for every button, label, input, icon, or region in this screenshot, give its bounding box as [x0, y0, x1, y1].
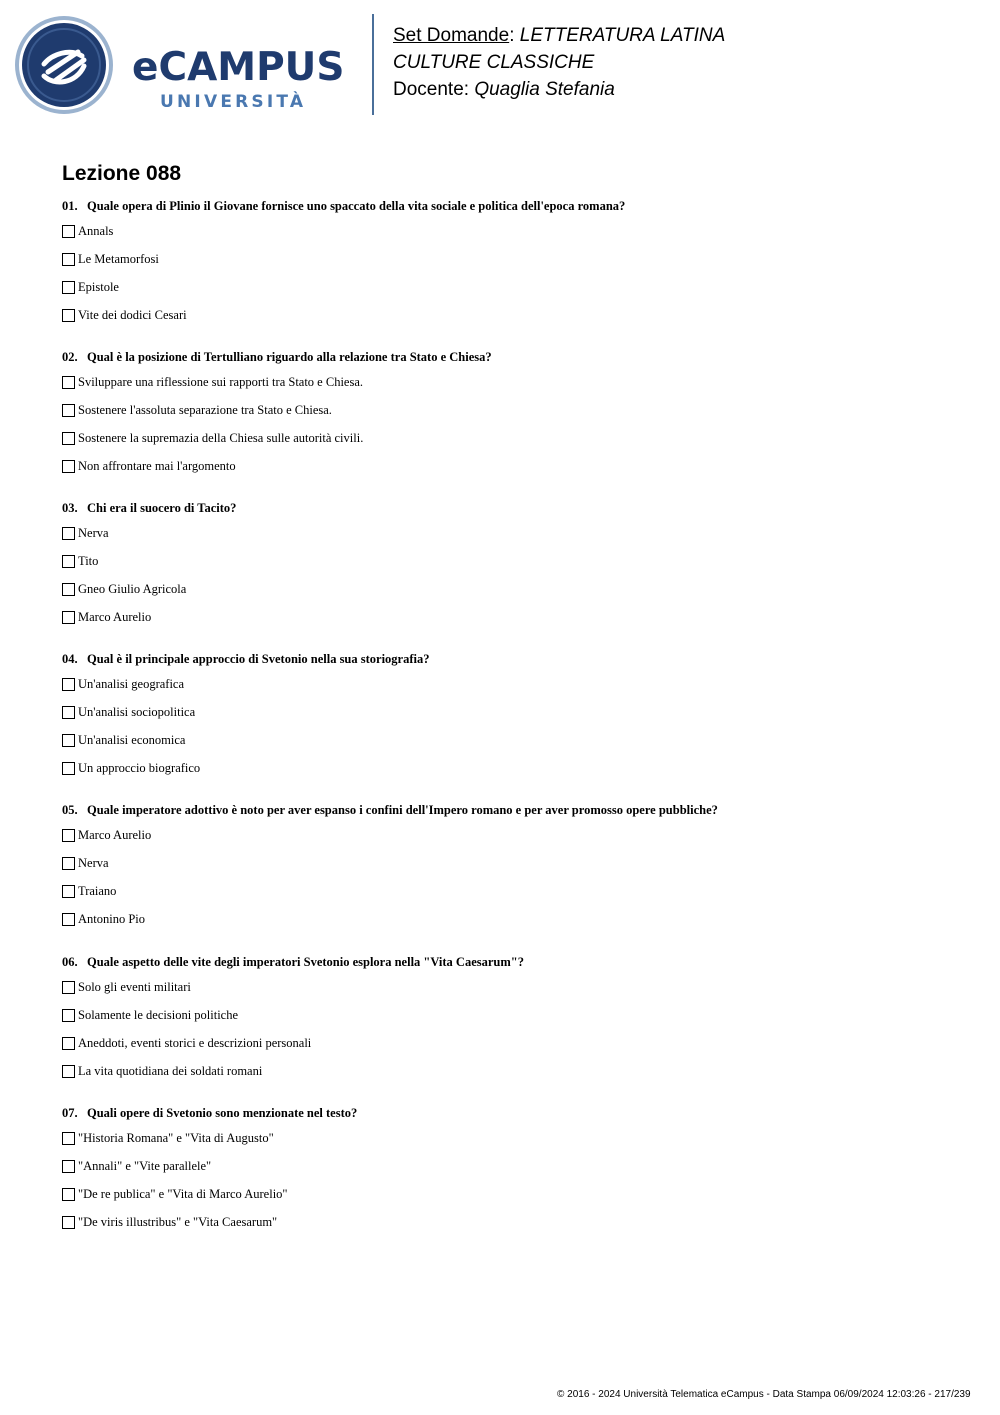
answer-option[interactable] [62, 704, 195, 720]
answer-checkbox[interactable] [62, 857, 75, 870]
question-text [62, 802, 718, 818]
question-text [62, 954, 524, 970]
question-block [62, 802, 718, 926]
answer-option[interactable] [62, 732, 185, 748]
answer-label: Vite dei dodici Cesari [78, 307, 187, 322]
question-text [62, 651, 430, 667]
answer-label: Solo gli eventi militari [78, 979, 191, 994]
question-number: 02. [62, 350, 78, 364]
course-name-1: LETTERATURA LATINA [519, 25, 726, 46]
question-label: Quale aspetto delle vite degli imperatori Svetonio esplora nella "Vita Caesarum"? [87, 955, 524, 969]
ecampus-logo [14, 14, 364, 116]
answer-label: "Annali" e "Vite parallele" [78, 1158, 212, 1173]
answer-label: Le Metamorfosi [78, 251, 159, 266]
answer-checkbox[interactable] [62, 309, 75, 322]
set-separator: : [509, 25, 520, 46]
answer-checkbox[interactable] [62, 1132, 75, 1145]
answer-checkbox[interactable] [62, 404, 75, 417]
question-number: 06. [62, 955, 78, 969]
header-divider [372, 14, 374, 115]
question-label: Chi era il suocero di Tacito? [87, 501, 237, 515]
question-number: 03. [62, 501, 78, 515]
question-block [62, 500, 237, 624]
answer-option[interactable] [62, 1158, 211, 1174]
answer-label: "Historia Romana" e "Vita di Augusto" [78, 1130, 274, 1145]
answer-label: Annals [78, 223, 114, 238]
question-number: 07. [62, 1106, 78, 1120]
answer-label: Un'analisi sociopolitica [78, 704, 196, 719]
question-text [62, 1105, 357, 1121]
answer-option[interactable] [62, 1007, 238, 1023]
answer-option[interactable] [62, 883, 116, 899]
answer-checkbox[interactable] [62, 678, 75, 691]
logo-sub-text: UNIVERSITÀ [160, 92, 307, 112]
answer-option[interactable] [62, 553, 98, 569]
answer-option[interactable] [62, 855, 109, 871]
course-name-2: CULTURE CLASSICHE [393, 52, 595, 73]
question-label: Quale opera di Plinio il Giovane fornisce uno spaccato della vita sociale e politica dell'epoca romana? [87, 199, 626, 213]
answer-option[interactable] [62, 760, 200, 776]
answer-checkbox[interactable] [62, 1037, 75, 1050]
answer-checkbox[interactable] [62, 734, 75, 747]
question-block [62, 198, 626, 322]
answer-checkbox[interactable] [62, 1065, 75, 1078]
answer-checkbox[interactable] [62, 1188, 75, 1201]
answer-checkbox[interactable] [62, 706, 75, 719]
question-text [62, 349, 492, 365]
answer-checkbox[interactable] [62, 762, 75, 775]
answer-label: Traiano [78, 883, 117, 898]
answer-option[interactable] [62, 827, 151, 843]
answer-option[interactable] [62, 251, 159, 267]
answer-label: Aneddoti, eventi storici e descrizioni personali [78, 1035, 312, 1050]
answer-option[interactable] [62, 279, 119, 295]
answer-option[interactable] [62, 1214, 277, 1230]
question-block [62, 1105, 358, 1229]
answer-label: Nerva [78, 525, 109, 540]
question-label: Quali opere di Svetonio sono menzionate nel testo? [87, 1106, 358, 1120]
answer-checkbox[interactable] [62, 885, 75, 898]
answer-label: Un'analisi economica [78, 732, 186, 747]
question-number: 01. [62, 199, 78, 213]
answer-checkbox[interactable] [62, 460, 75, 473]
answer-option[interactable] [62, 402, 332, 418]
answer-label: Gneo Giulio Agricola [78, 581, 187, 596]
answer-label: La vita quotidiana dei soldati romani [78, 1063, 263, 1078]
answer-option[interactable] [62, 1186, 288, 1202]
answer-checkbox[interactable] [62, 583, 75, 596]
answer-checkbox[interactable] [62, 829, 75, 842]
answer-checkbox[interactable] [62, 225, 75, 238]
question-label: Qual è la posizione di Tertulliano riguardo alla relazione tra Stato e Chiesa? [87, 350, 492, 364]
question-block [62, 651, 430, 775]
header-info [393, 22, 725, 103]
question-number: 05. [62, 803, 78, 817]
answer-option[interactable] [62, 1035, 311, 1051]
teacher-name: Quaglia Stefania [474, 79, 615, 100]
answer-label: Sviluppare una riflessione sui rapporti tra Stato e Chiesa. [78, 374, 364, 389]
answer-checkbox[interactable] [62, 555, 75, 568]
lesson-title: Lezione 088 [62, 162, 182, 185]
answer-option[interactable] [62, 979, 191, 995]
answer-checkbox[interactable] [62, 1216, 75, 1229]
question-block [62, 349, 492, 473]
answer-option[interactable] [62, 1063, 262, 1079]
answer-label: Tito [78, 553, 99, 568]
answer-label: Antonino Pio [78, 911, 146, 926]
answer-option[interactable] [62, 609, 151, 625]
answer-checkbox[interactable] [62, 253, 75, 266]
answer-option[interactable] [62, 374, 363, 390]
answer-label: Nerva [78, 855, 109, 870]
answer-label: Un approccio biografico [78, 760, 201, 775]
answer-label: Non affrontare mai l'argomento [78, 458, 236, 473]
answer-label: "De re publica" e "Vita di Marco Aurelio" [78, 1186, 288, 1201]
answer-option[interactable] [62, 430, 363, 446]
answer-option[interactable] [62, 307, 187, 323]
answer-label: Marco Aurelio [78, 827, 152, 842]
answer-label: Solamente le decisioni politiche [78, 1007, 239, 1022]
question-text [62, 500, 236, 516]
answer-option[interactable] [62, 676, 184, 692]
answer-option[interactable] [62, 911, 145, 927]
answer-label: Epistole [78, 279, 119, 294]
answer-option[interactable] [62, 223, 113, 239]
answer-checkbox[interactable] [62, 981, 75, 994]
header-course-line-1 [393, 22, 725, 49]
answer-checkbox[interactable] [62, 281, 75, 294]
answer-checkbox[interactable] [62, 432, 75, 445]
answer-label: Marco Aurelio [78, 609, 152, 624]
question-label: Quale imperatore adottivo è noto per aver espanso i confini dell'Impero romano e per aver promosso opere pubbliche? [87, 803, 718, 817]
set-label: Set Domande [393, 25, 510, 46]
answer-checkbox[interactable] [62, 1160, 75, 1173]
question-label: Qual è il principale approccio di Svetonio nella sua storiografia? [87, 652, 430, 666]
page-header [0, 0, 1000, 130]
answer-option[interactable] [62, 525, 109, 541]
answer-checkbox[interactable] [62, 611, 75, 624]
question-block [62, 954, 524, 1078]
logo-emblem-disc [22, 23, 106, 107]
answer-checkbox[interactable] [62, 1009, 75, 1022]
answer-checkbox[interactable] [62, 913, 75, 926]
question-text [62, 198, 625, 214]
question-number: 04. [62, 652, 78, 666]
answer-option[interactable] [62, 458, 236, 474]
answer-label: Sostenere la supremazia della Chiesa sulle autorità civili. [78, 430, 364, 445]
header-teacher-line [393, 76, 725, 103]
answer-checkbox[interactable] [62, 376, 75, 389]
answer-checkbox[interactable] [62, 527, 75, 540]
header-course-line-2 [393, 49, 725, 76]
answer-label: Sostenere l'assoluta separazione tra Stato e Chiesa. [78, 402, 332, 417]
teacher-label: Docente: [393, 79, 475, 100]
answer-option[interactable] [62, 581, 186, 597]
logo-brand-text: eCAMPUS [132, 45, 345, 90]
page-footer: © 2016 - 2024 Università Telematica eCampus - Data Stampa 06/09/2024 12:03:26 - 217/239 [557, 1389, 971, 1400]
answer-label: "De viris illustribus" e "Vita Caesarum" [78, 1214, 278, 1229]
answer-label: Un'analisi geografica [78, 676, 185, 691]
answer-option[interactable] [62, 1130, 274, 1146]
